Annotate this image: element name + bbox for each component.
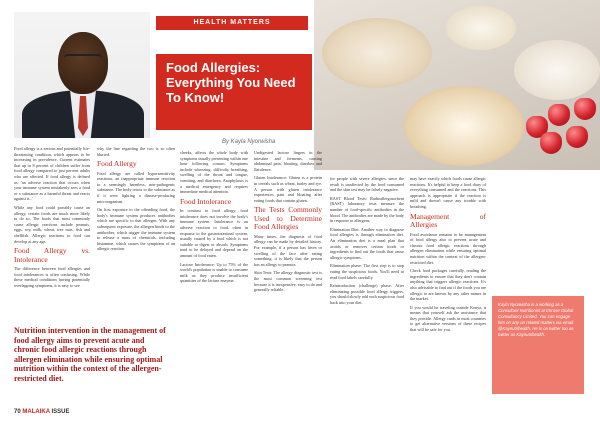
text-column-2 — [97, 146, 175, 322]
paragraph: Food allergy is a serious and potentially life-threatening condition, which appears to be increasing in prevalence. Current estimates that up to 8 percent of children suffer from food allergy compared to just percent adults who are affected. If food allergy is defined as: 'an adverse reaction that occurs when your immune system mistakenly sees a food or a substance as a harmful threat and reacts against it...' — [14, 146, 90, 202]
text-column-6 — [410, 176, 486, 394]
paragraph: Reintroduction (challenge) phase: After eliminating possible food allergy triggers, you should slowly add each suspicious food back into your diet. — [330, 283, 404, 305]
paragraph: may have exactly which foods cause allergic reactions. It's helpful to keep a food diary of everything consumed and the reactions. This approach is appropriate if the reaction is mild and doesn't cause any trouble with breathing. — [410, 176, 486, 209]
category-tag: HEALTH MATTERS — [156, 16, 308, 30]
paragraph: Food allergy are called hypersensitivity reactions, an inappropriate immune reaction to a seemingly harmless, non-pathogenic substance. The body reacts to the substance as if it were fighting a disease-producing microorganism. — [97, 170, 175, 204]
paragraph: Lactose Intolerance: Up to 75% of the world's population is unable to consume milk as they produce insufficient quantities of the lactase enzyme. — [180, 261, 248, 284]
paragraph: Food avoidance remains to be management of food allergy also to prevent acute and chronic food allergic reactions through allergen elimination while ensuring optimal nutrition within the context of the allergen-restricted diet. — [410, 231, 486, 265]
paragraph: Gluten Intolerance: Gluten is a protein in cereals such as wheat, barley and rye. A person with gluten intolerance experiences pain and bloating after eating foods that contain gluten. — [254, 175, 322, 203]
food-photo — [314, 0, 600, 170]
paragraph: why the line regarding the two is so often blurred. — [97, 146, 175, 157]
paragraph: In contrast to food allergy, food intolerance does not involve the body's immune system. Intolerance is an adverse reaction to food, often in response to the gastrointestinal system, usually caused by a food which is not suitable to digest or absorb. Symptoms tend to be delayed and depend on the amount of food eaten. — [180, 208, 248, 258]
section-heading: Food Allergy — [97, 159, 137, 169]
magazine-brand: MALAIKA — [22, 409, 50, 415]
paragraph: cheeks, affects the whole body with symptoms usually presenting within one hour following contact. Symptoms include wheezing, difficulty breathing, swelling of the throat and tongue, vomiting, and diarrhoea. Anaphylaxis is a medical emergency and requires immediate medical attention. — [180, 150, 248, 195]
paragraph: If you would be traveling outside Kenya, it means that yourself ask the assistance that they provide. Allergy cards in most countries to get alternative versions of these recipes that will be safe for you. — [410, 304, 486, 333]
text-column-4 — [254, 150, 322, 394]
issue-label: ISSUE — [51, 409, 70, 415]
author-photo — [14, 12, 150, 138]
paragraph: RAST Blood Tests: Radioallergosorbent (RAST) laboratory tests measure the number of food-specific antibodies in the blood. The antibodies are made by the body in response to allergens. — [330, 195, 404, 224]
text-column-1 — [14, 146, 90, 322]
paragraph: Many times, the diagnosis of food allergy can be made by detailed history. For example, if a person has hives or swelling of the face after eating something, it is likely that the person has an allergy to peanuts. — [254, 233, 322, 267]
section-heading: Food Allergy vs. Intolerance — [14, 246, 90, 264]
text-column-3 — [180, 150, 248, 394]
section-heading: Food Intolerance — [180, 196, 232, 206]
article-title: Food Allergies: Everything You Need To Know! — [156, 54, 312, 130]
paragraph: Undigested lactose lingers in the intestine and ferments, causing abdominal pain, bloating, diarrhea and flatulence. — [254, 150, 322, 172]
author-bio: Kayla Nyorwisha is a working as a Consultant Nutritionist at Enrose Global Consultancy Limited. You can engage him on any on related matters via email: @Kaynutrihealth. He is on twitter too as twitter as Kaynutrihealth. — [492, 296, 584, 394]
pull-quote: Nutrition intervention in the management of food allergy aims to prevent acute and chronic food allergic reactions through allergen elimination while ensuring optimal nutrition within the context of the allergen-restricted diet. — [14, 326, 166, 383]
paragraph: Elimination phase: The first step is to stop eating the suspicious foods. You'll need to read food labels carefully. — [330, 263, 404, 280]
section-heading: The Tests Commonly Used to Determine Food Allergies — [254, 205, 322, 232]
paragraph: On first exposure to the offending food, the body's immune system produces antibodies which are specific to that allergen. With any subsequent exposure, the allergen binds to the antibodies, which trigger the immune system to release a mass of chemicals, including histamine, which causes the symptoms of an allergic reaction. — [97, 207, 175, 252]
text-column-5 — [330, 176, 404, 394]
section-heading: Management of Allergies — [410, 211, 486, 230]
paragraph: While any food could possibly cause an allergy, certain foods are much more likely to do so. The foods that most commonly cause allergic reactions include peanuts, eggs, soy, milk, wheat, tree nuts, fish and shellfish. Allergic reactions to food can develop at any age. — [14, 204, 90, 244]
page-number: 70 — [14, 409, 21, 415]
page-footer — [14, 409, 70, 415]
paragraph: for people with severe allergies, since the result is unaffected by the food consumed and the skin test may be falsely negative. — [330, 176, 404, 193]
paragraph: The difference between food allergies and food intolerances is often confusing. While these medical conditions having potentially overlapping symptoms, it is easy to see — [14, 266, 90, 288]
byline: By Kayla Nyorwisha — [222, 139, 276, 145]
paragraph: Check food packages carefully, reading the ingredients to ensure that they don't contain anything that triggers allergic reactions. It's also advisable to find out if the foods you are allergic to are known by any other names in the market. — [410, 268, 486, 302]
paragraph: Elimination Diet: Another way to diagnose food allergies is through elimination diet. An elimination diet is a meal plan that avoids or removes certain foods or ingredients to find out the foods that cause allergic symptoms. — [330, 226, 404, 260]
paragraph: Skin Tests: The allergy diagnostic test is the most common screening test because it is inexpensive, easy to do and generally reliable. — [254, 270, 322, 293]
